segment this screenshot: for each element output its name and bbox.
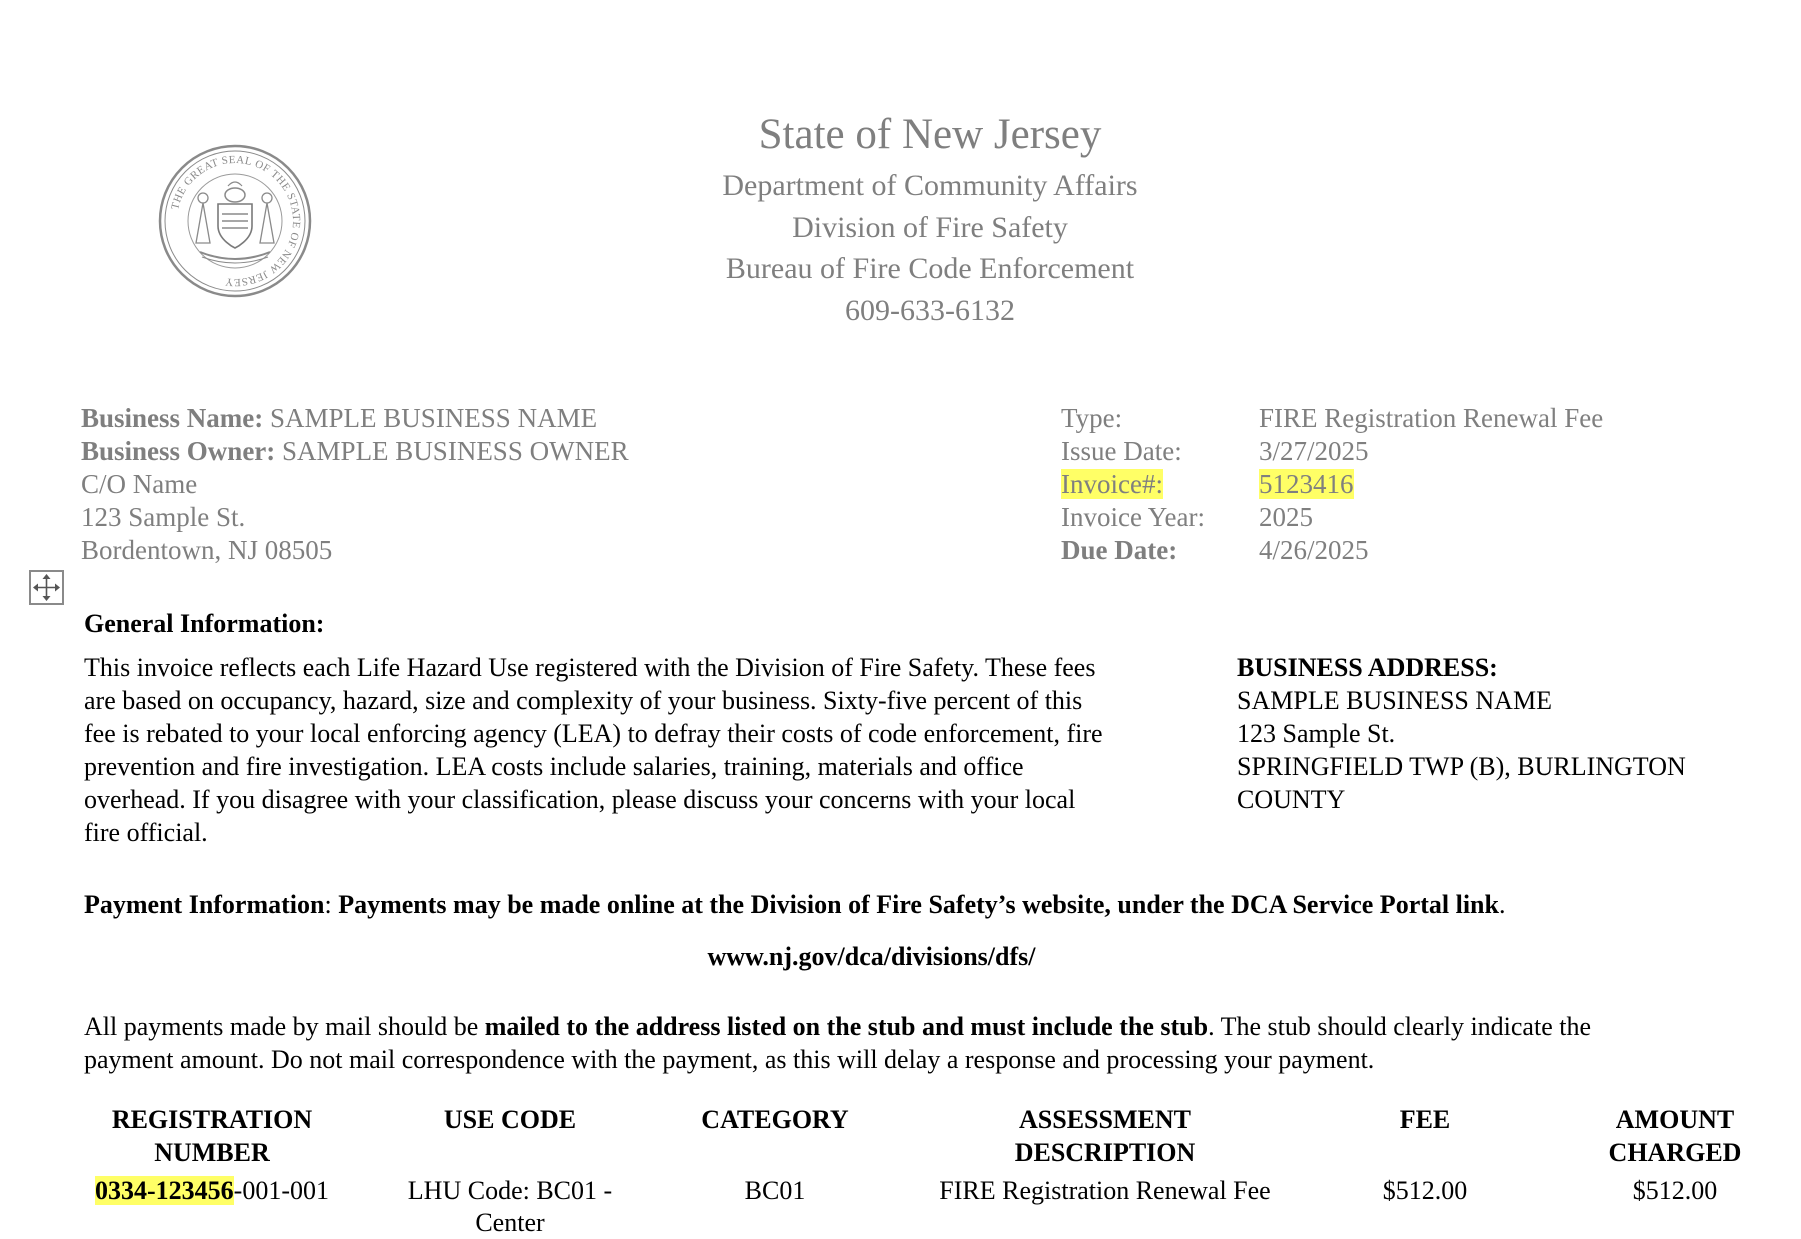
- business-address-line: 123 Sample St.: [1237, 719, 1396, 748]
- col-header-registration-number: [72, 1103, 352, 1169]
- table-move-handle[interactable]: [29, 570, 64, 605]
- state-title: State of New Jersey: [758, 111, 1102, 158]
- business-owner-value: SAMPLE BUSINESS OWNER: [282, 436, 629, 466]
- issue-date-value: 3/27/2025: [1259, 436, 1369, 466]
- invoice-labels: [1061, 402, 1205, 567]
- issue-date-label: Issue Date:: [1061, 436, 1182, 466]
- move-arrows-icon: [31, 572, 62, 603]
- col-header-line: REGISTRATION: [111, 1105, 313, 1134]
- department-name: Department of Community Affairs: [722, 169, 1138, 202]
- dfs-website-link[interactable]: www.nj.gov/dca/divisions/dfs/: [707, 942, 1036, 971]
- business-name-line: [81, 402, 629, 435]
- due-date-value: 4/26/2025: [1259, 535, 1369, 565]
- bureau-name: Bureau of Fire Code Enforcement: [725, 252, 1135, 285]
- general-info-line: fee is rebated to your local enforcing agency (LEA) to defray their costs of code enforcement, fire: [84, 719, 1103, 748]
- city-line: Bordentown, NJ 08505: [81, 535, 333, 565]
- invoice-year-value: 2025: [1259, 502, 1313, 532]
- payment-info-period: .: [1498, 890, 1506, 919]
- table-cell-registration-number: [72, 1175, 352, 1207]
- business-owner-label: Business Owner:: [81, 436, 276, 466]
- col-header-line: ASSESSMENT: [1019, 1105, 1191, 1134]
- registration-number-suffix: -001-001: [233, 1176, 329, 1205]
- table-cell-fee: $512.00: [1382, 1176, 1468, 1205]
- payment-info-colon: :: [324, 890, 339, 919]
- street-line: 123 Sample St.: [81, 502, 246, 532]
- business-address-heading: BUSINESS ADDRESS:: [1237, 653, 1498, 682]
- mail-payment-line-1: [84, 1010, 1591, 1043]
- business-owner-line: [81, 435, 629, 468]
- col-header-assessment-description: [900, 1103, 1310, 1169]
- table-cell-amount-charged: $512.00: [1632, 1176, 1718, 1205]
- payment-info-line: [84, 888, 1505, 921]
- general-info-line: This invoice reflects each Life Hazard Use registered with the Division of Fire Safety. These fees: [84, 653, 1096, 682]
- payment-info-text: Payments may be made online at the Division of Fire Safety’s website, under the DCA Service Portal link: [338, 890, 1499, 919]
- invoice-year-label: Invoice Year:: [1061, 502, 1205, 532]
- col-header-amount-charged: [1560, 1103, 1790, 1169]
- payment-info-label: Payment Information: [84, 890, 325, 919]
- col-header-fee: [1330, 1103, 1520, 1136]
- state-seal-icon: [158, 144, 312, 298]
- mail-payment-line-2: payment amount. Do not mail correspondence with the payment, as this will delay a response and processing your payment.: [84, 1045, 1375, 1074]
- col-header-line: DESCRIPTION: [1014, 1138, 1196, 1167]
- mail-text-part1: All payments made by mail should be: [84, 1012, 485, 1041]
- invoice-number-value: 5123416: [1259, 469, 1354, 499]
- col-header-line: NUMBER: [154, 1138, 270, 1167]
- care-of-line: C/O Name: [81, 469, 198, 499]
- table-cell-use-code: [375, 1175, 645, 1239]
- phone-number: 609-633-6132: [845, 294, 1015, 327]
- general-info-heading: General Information:: [84, 609, 325, 638]
- due-date-label: Due Date:: [1061, 535, 1178, 565]
- business-address-block: [1237, 651, 1686, 816]
- col-header-line: AMOUNT: [1615, 1105, 1735, 1134]
- type-label: Type:: [1061, 403, 1123, 433]
- use-code-line: Center: [475, 1208, 545, 1237]
- business-name-label: Business Name:: [81, 403, 264, 433]
- table-cell-description: FIRE Registration Renewal Fee: [939, 1176, 1271, 1205]
- col-header-use-code: [375, 1103, 645, 1136]
- general-info-line: fire official.: [84, 818, 208, 847]
- business-name-value: SAMPLE BUSINESS NAME: [270, 403, 598, 433]
- general-info-line: prevention and fire investigation. LEA costs include salaries, training, materials and office: [84, 752, 1024, 781]
- division-name: Division of Fire Safety: [792, 211, 1068, 244]
- invoice-values: [1259, 402, 1603, 567]
- business-address-line: SAMPLE BUSINESS NAME: [1237, 686, 1552, 715]
- type-value: FIRE Registration Renewal Fee: [1259, 403, 1604, 433]
- col-header-line: CATEGORY: [701, 1105, 849, 1134]
- table-cell-category: BC01: [744, 1176, 806, 1205]
- mail-payment-paragraph: [84, 1010, 1591, 1076]
- business-info: [81, 402, 629, 567]
- business-address-line: SPRINGFIELD TWP (B), BURLINGTON: [1237, 752, 1686, 781]
- general-info-paragraph: [84, 651, 1214, 849]
- general-info-line: are based on occupancy, hazard, size and complexity of your business. Sixty-five percent of this: [84, 686, 1083, 715]
- col-header-line: FEE: [1399, 1105, 1451, 1134]
- col-header-line: USE CODE: [443, 1105, 577, 1134]
- seal-text: THE GREAT SEAL OF THE STATE OF NEW JERSEY: [169, 153, 303, 289]
- col-header-line: CHARGED: [1608, 1138, 1742, 1167]
- registration-number-highlight: 0334-123456: [95, 1176, 234, 1205]
- invoice-number-label: Invoice#:: [1061, 469, 1163, 499]
- use-code-line: LHU Code: BC01 -: [407, 1176, 613, 1205]
- mail-text-part2: . The stub should clearly indicate the: [1208, 1012, 1591, 1041]
- col-header-category: [660, 1103, 890, 1136]
- general-info-line: overhead. If you disagree with your classification, please discuss your concerns with your local: [84, 785, 1076, 814]
- business-address-line: COUNTY: [1237, 785, 1346, 814]
- mail-text-bold: mailed to the address listed on the stub and must include the stub: [484, 1012, 1209, 1041]
